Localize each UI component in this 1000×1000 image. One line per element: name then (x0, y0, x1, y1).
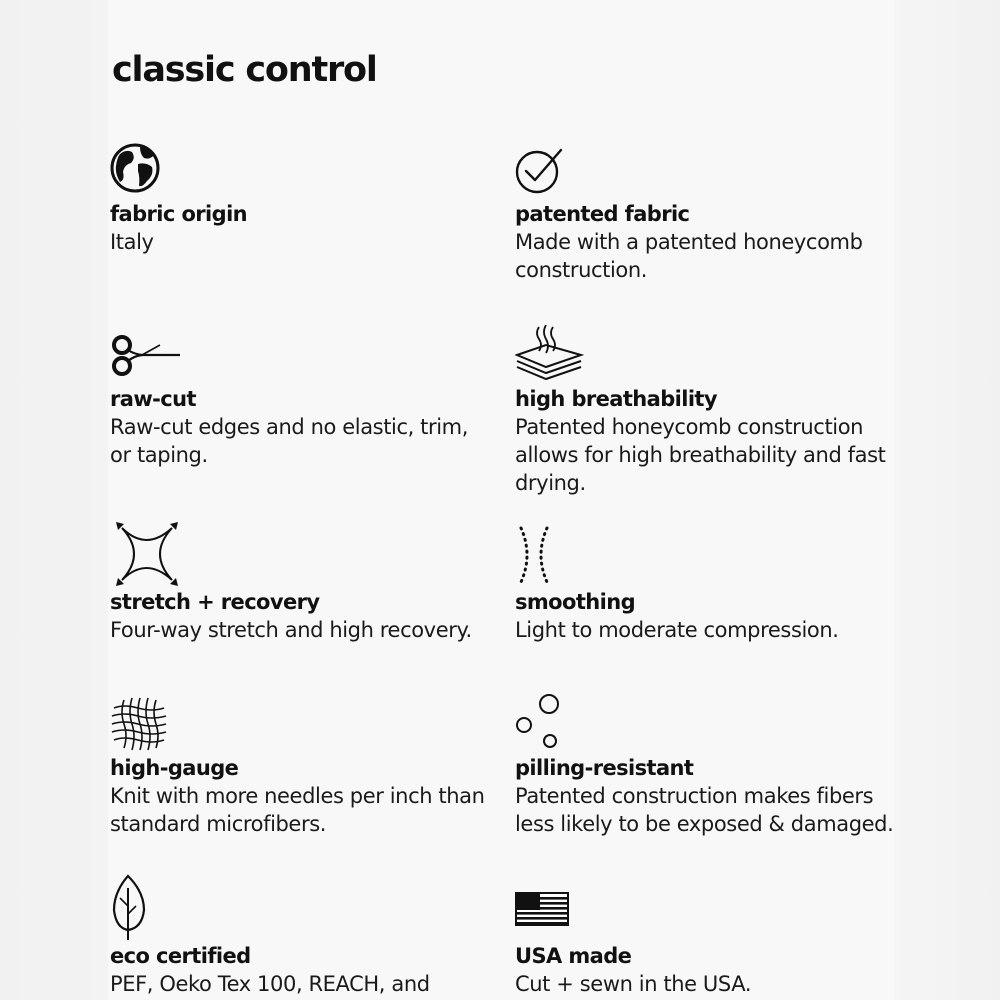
feature-fabric-origin (110, 140, 490, 256)
feature-title: eco certified (110, 944, 251, 968)
bubbles-icon (515, 692, 587, 754)
knit-grid-icon (110, 692, 182, 754)
feature-title: high breathability (515, 387, 717, 411)
feature-high-breathability (515, 325, 895, 497)
feature-title: stretch + recovery (110, 590, 320, 614)
four-way-stretch-icon (110, 522, 182, 588)
left-backdrop (0, 0, 110, 1000)
feature-high-gauge (110, 692, 490, 838)
feature-usa-made (515, 872, 895, 998)
us-flag-icon (515, 872, 587, 942)
feature-title: fabric origin (110, 202, 248, 226)
feature-title: patented fabric (515, 202, 690, 226)
feature-title: USA made (515, 944, 632, 968)
globe-icon (110, 140, 182, 200)
feature-description: Patented honeycomb construction allows for high breathability and fast drying. (515, 415, 886, 495)
feature-patented-fabric (515, 140, 895, 284)
feature-title: raw-cut (110, 387, 196, 411)
dotted-curves-icon (515, 522, 587, 588)
page-title: classic control (112, 50, 377, 90)
feature-description: Knit with more needles per inch than standard microfibers. (110, 784, 485, 836)
leaf-icon (110, 872, 182, 942)
feature-eco-certified (110, 872, 490, 998)
feature-stretch-recovery (110, 522, 490, 644)
feature-description: Italy (110, 230, 154, 254)
feature-description: Four-way stretch and high recovery. (110, 618, 472, 642)
feature-title: smoothing (515, 590, 636, 614)
steam-layers-icon (515, 325, 587, 385)
scissors-icon (110, 325, 182, 385)
feature-title: pilling-resistant (515, 756, 694, 780)
feature-description: Patented construction makes fibers less likely to be exposed & damaged. (515, 784, 894, 836)
feature-description: Light to moderate compression. (515, 618, 839, 642)
feature-description: Raw-cut edges and no elastic, trim, or taping. (110, 415, 469, 467)
feature-description: Made with a patented honeycomb construction. (515, 230, 863, 282)
feature-smoothing (515, 522, 895, 644)
feature-description: Cut + sewn in the USA. (515, 972, 752, 996)
right-backdrop (892, 0, 1000, 1000)
feature-raw-cut (110, 325, 490, 469)
feature-pilling-resistant (515, 692, 895, 838)
check-circle-icon (515, 140, 587, 200)
feature-description: PEF, Oeko Tex 100, REACH, and (110, 972, 430, 996)
feature-title: high-gauge (110, 756, 239, 780)
